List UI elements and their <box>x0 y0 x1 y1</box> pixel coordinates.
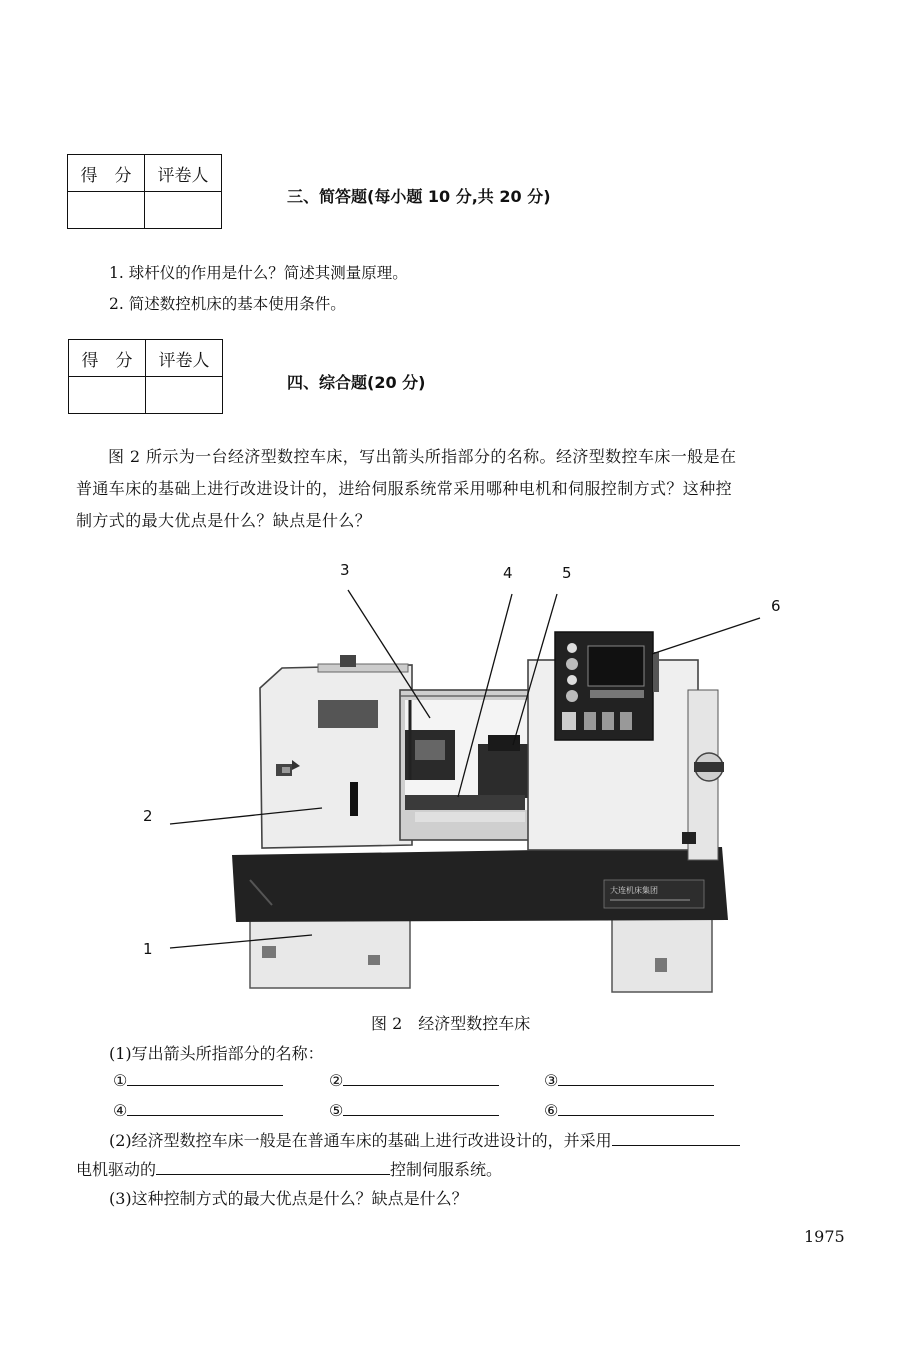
answer-blank-row <box>329 1069 499 1090</box>
prompt-line: 制方式的最大优点是什么？缺点是什么？ <box>76 511 372 530</box>
circled-number: ④ <box>113 1101 128 1120</box>
section3-title: 三、简答题(每小题 10 分,共 20 分) <box>287 187 551 206</box>
question-1: 1. 球杆仪的作用是什么？简述其测量原理。 <box>109 264 408 282</box>
leader-line-6 <box>652 618 760 654</box>
machine-bed <box>232 847 728 922</box>
score-label: 得 分 <box>69 340 146 377</box>
answer-blank-1[interactable] <box>127 1069 283 1086</box>
answer-prompt-2-text: 控制伺服系统。 <box>390 1160 503 1179</box>
circled-number: ② <box>329 1071 344 1090</box>
part-label-3: 3 <box>340 561 350 579</box>
control-type-blank[interactable] <box>156 1158 390 1175</box>
answer-blank-row <box>113 1069 283 1090</box>
part-label-2: 2 <box>143 807 153 825</box>
part-label-6: 6 <box>771 597 781 615</box>
answer-prompt-2-text: 电机驱动的 <box>76 1160 157 1179</box>
part-label-1: 1 <box>143 940 153 958</box>
answer-blank-6[interactable] <box>558 1099 714 1116</box>
page-number: 1975 <box>804 1227 845 1246</box>
grader-label: 评卷人 <box>145 155 222 192</box>
circled-number: ① <box>113 1071 128 1090</box>
answer-prompt-3: (3)这种控制方式的最大优点是什么？缺点是什么？ <box>109 1189 468 1208</box>
control-panel <box>555 632 659 740</box>
grader-label: 评卷人 <box>146 340 223 377</box>
answer-blank-5[interactable] <box>343 1099 499 1116</box>
answer-blank-3[interactable] <box>558 1069 714 1086</box>
answer-blank-row <box>113 1099 283 1120</box>
circled-number: ⑤ <box>329 1101 344 1120</box>
answer-prompt-2-text: (2)经济型数控车床一般是在普通车床的基础上进行改进设计的，并采用 <box>109 1131 612 1150</box>
answer-blank-2[interactable] <box>343 1069 499 1086</box>
nameplate-text: 大连机床集团 <box>610 886 658 895</box>
answer-blank-4[interactable] <box>127 1099 283 1116</box>
section4-title: 四、综合题(20 分) <box>287 373 426 392</box>
circled-number: ③ <box>544 1071 559 1090</box>
answer-blank-row <box>329 1099 499 1120</box>
part-label-5: 5 <box>562 564 572 582</box>
score-label: 得 分 <box>68 155 145 192</box>
answer-prompt-2-cont <box>76 1157 502 1180</box>
figure-caption: 图 2 经济型数控车床 <box>371 1014 531 1033</box>
answer-blank-row <box>544 1069 714 1090</box>
headstock <box>260 655 412 848</box>
answer-prompt-1: (1)写出箭头所指部分的名称： <box>109 1044 324 1063</box>
circled-number: ⑥ <box>544 1101 559 1120</box>
part-label-4: 4 <box>503 564 513 582</box>
answer-blank-row <box>544 1099 714 1120</box>
prompt-line: 普通车床的基础上进行改进设计的，进给伺服系统常采用哪种电机和伺服控制方式？这种控 <box>76 479 733 498</box>
answer-prompt-2 <box>109 1128 740 1151</box>
question-2: 2. 简述数控机床的基本使用条件。 <box>109 295 346 313</box>
prompt-line: 图 2 所示为一台经济型数控车床，写出箭头所指部分的名称。经济型数控车床一般是在 <box>108 447 737 466</box>
motor-type-blank[interactable] <box>612 1129 740 1146</box>
